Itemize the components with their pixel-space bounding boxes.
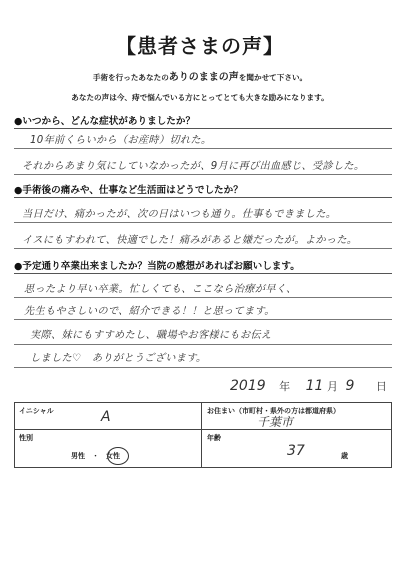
submission-date bbox=[230, 378, 387, 394]
question-2-answer-line-1: 当日だけ、痛かったが、次の日はいつも通り。仕事もできました。 bbox=[22, 209, 337, 220]
address-value: 千葉市 bbox=[257, 415, 294, 429]
age-label: 年齢 bbox=[207, 434, 221, 442]
gender-label: 性別 bbox=[19, 434, 33, 442]
answer-rule bbox=[14, 248, 392, 249]
date-year-label: 年 bbox=[279, 380, 291, 393]
table-divider bbox=[201, 403, 202, 467]
date-year: 2019 bbox=[230, 378, 266, 394]
date-month: 11 bbox=[305, 378, 324, 394]
date-day-label: 日 bbox=[375, 380, 387, 393]
question-1-answer-line-1: 10年前くらいから（お産時）切れた。 bbox=[30, 135, 212, 146]
intro-line-1-pre: 手術を行ったあなたの bbox=[92, 73, 169, 82]
answer-rule bbox=[14, 297, 392, 298]
question-2-answer-line-2: イスにもすわれて、快適でした！痛みがあると嫌だったが。よかった。 bbox=[22, 235, 358, 246]
initial-value: A bbox=[101, 409, 111, 425]
answer-rule bbox=[14, 174, 392, 175]
date-month-label: 月 bbox=[326, 380, 338, 393]
intro-line-1-emphasis: ありのままの声 bbox=[168, 72, 239, 83]
question-1-answer-line-2: それからあまり気にしていなかったが、9月に再び出血感じ、受診した。 bbox=[22, 161, 365, 172]
intro-line-2: あなたの声は今、痔で悩んでいる方にとってとても大きな励みになります。 bbox=[71, 93, 329, 102]
question-2-heading: ●手術後の痛みや、仕事など生活面はどうでしたか？ bbox=[14, 182, 392, 198]
age-value: 37 bbox=[287, 443, 305, 459]
answer-rule bbox=[14, 367, 392, 368]
intro-line-1 bbox=[0, 68, 400, 83]
answer-rule bbox=[14, 148, 392, 149]
age-unit: 歳 bbox=[341, 452, 348, 460]
question-1-heading: ●いつから、どんな症状がありましたか？ bbox=[14, 113, 392, 129]
answer-rule bbox=[14, 344, 392, 345]
answer-rule bbox=[14, 319, 392, 320]
respondent-info-table bbox=[14, 402, 392, 468]
question-3-answer-line-4: しました♡ ありがとうございます。 bbox=[30, 353, 207, 364]
gender-selected-circle bbox=[107, 447, 129, 465]
gender-options-text: 男性 ・ 女性 bbox=[71, 452, 120, 460]
answer-rule bbox=[14, 222, 392, 223]
page-title: 【患者さまの声】 bbox=[116, 34, 284, 58]
initial-label: イニシャル bbox=[19, 407, 54, 415]
table-divider bbox=[15, 429, 391, 430]
date-day: 9 bbox=[345, 378, 355, 394]
question-3-heading: ●予定通り卒業出来ましたか？当院の感想があればお願いします。 bbox=[14, 258, 392, 274]
question-3-answer-line-2: 先生もやさしいので、紹介できる！！と思ってます。 bbox=[24, 306, 275, 317]
intro-line-1-post: を聞かせて下さい。 bbox=[238, 73, 308, 82]
question-3-answer-line-1: 思ったより早い卒業。忙しくても、ここなら治療が早く、 bbox=[24, 284, 297, 295]
address-label: お住まい（市町村・県外の方は都道府県） bbox=[207, 407, 340, 415]
question-3-answer-line-3: 実際、妹にもすすめたし、職場やお客様にもお伝え bbox=[30, 330, 272, 341]
